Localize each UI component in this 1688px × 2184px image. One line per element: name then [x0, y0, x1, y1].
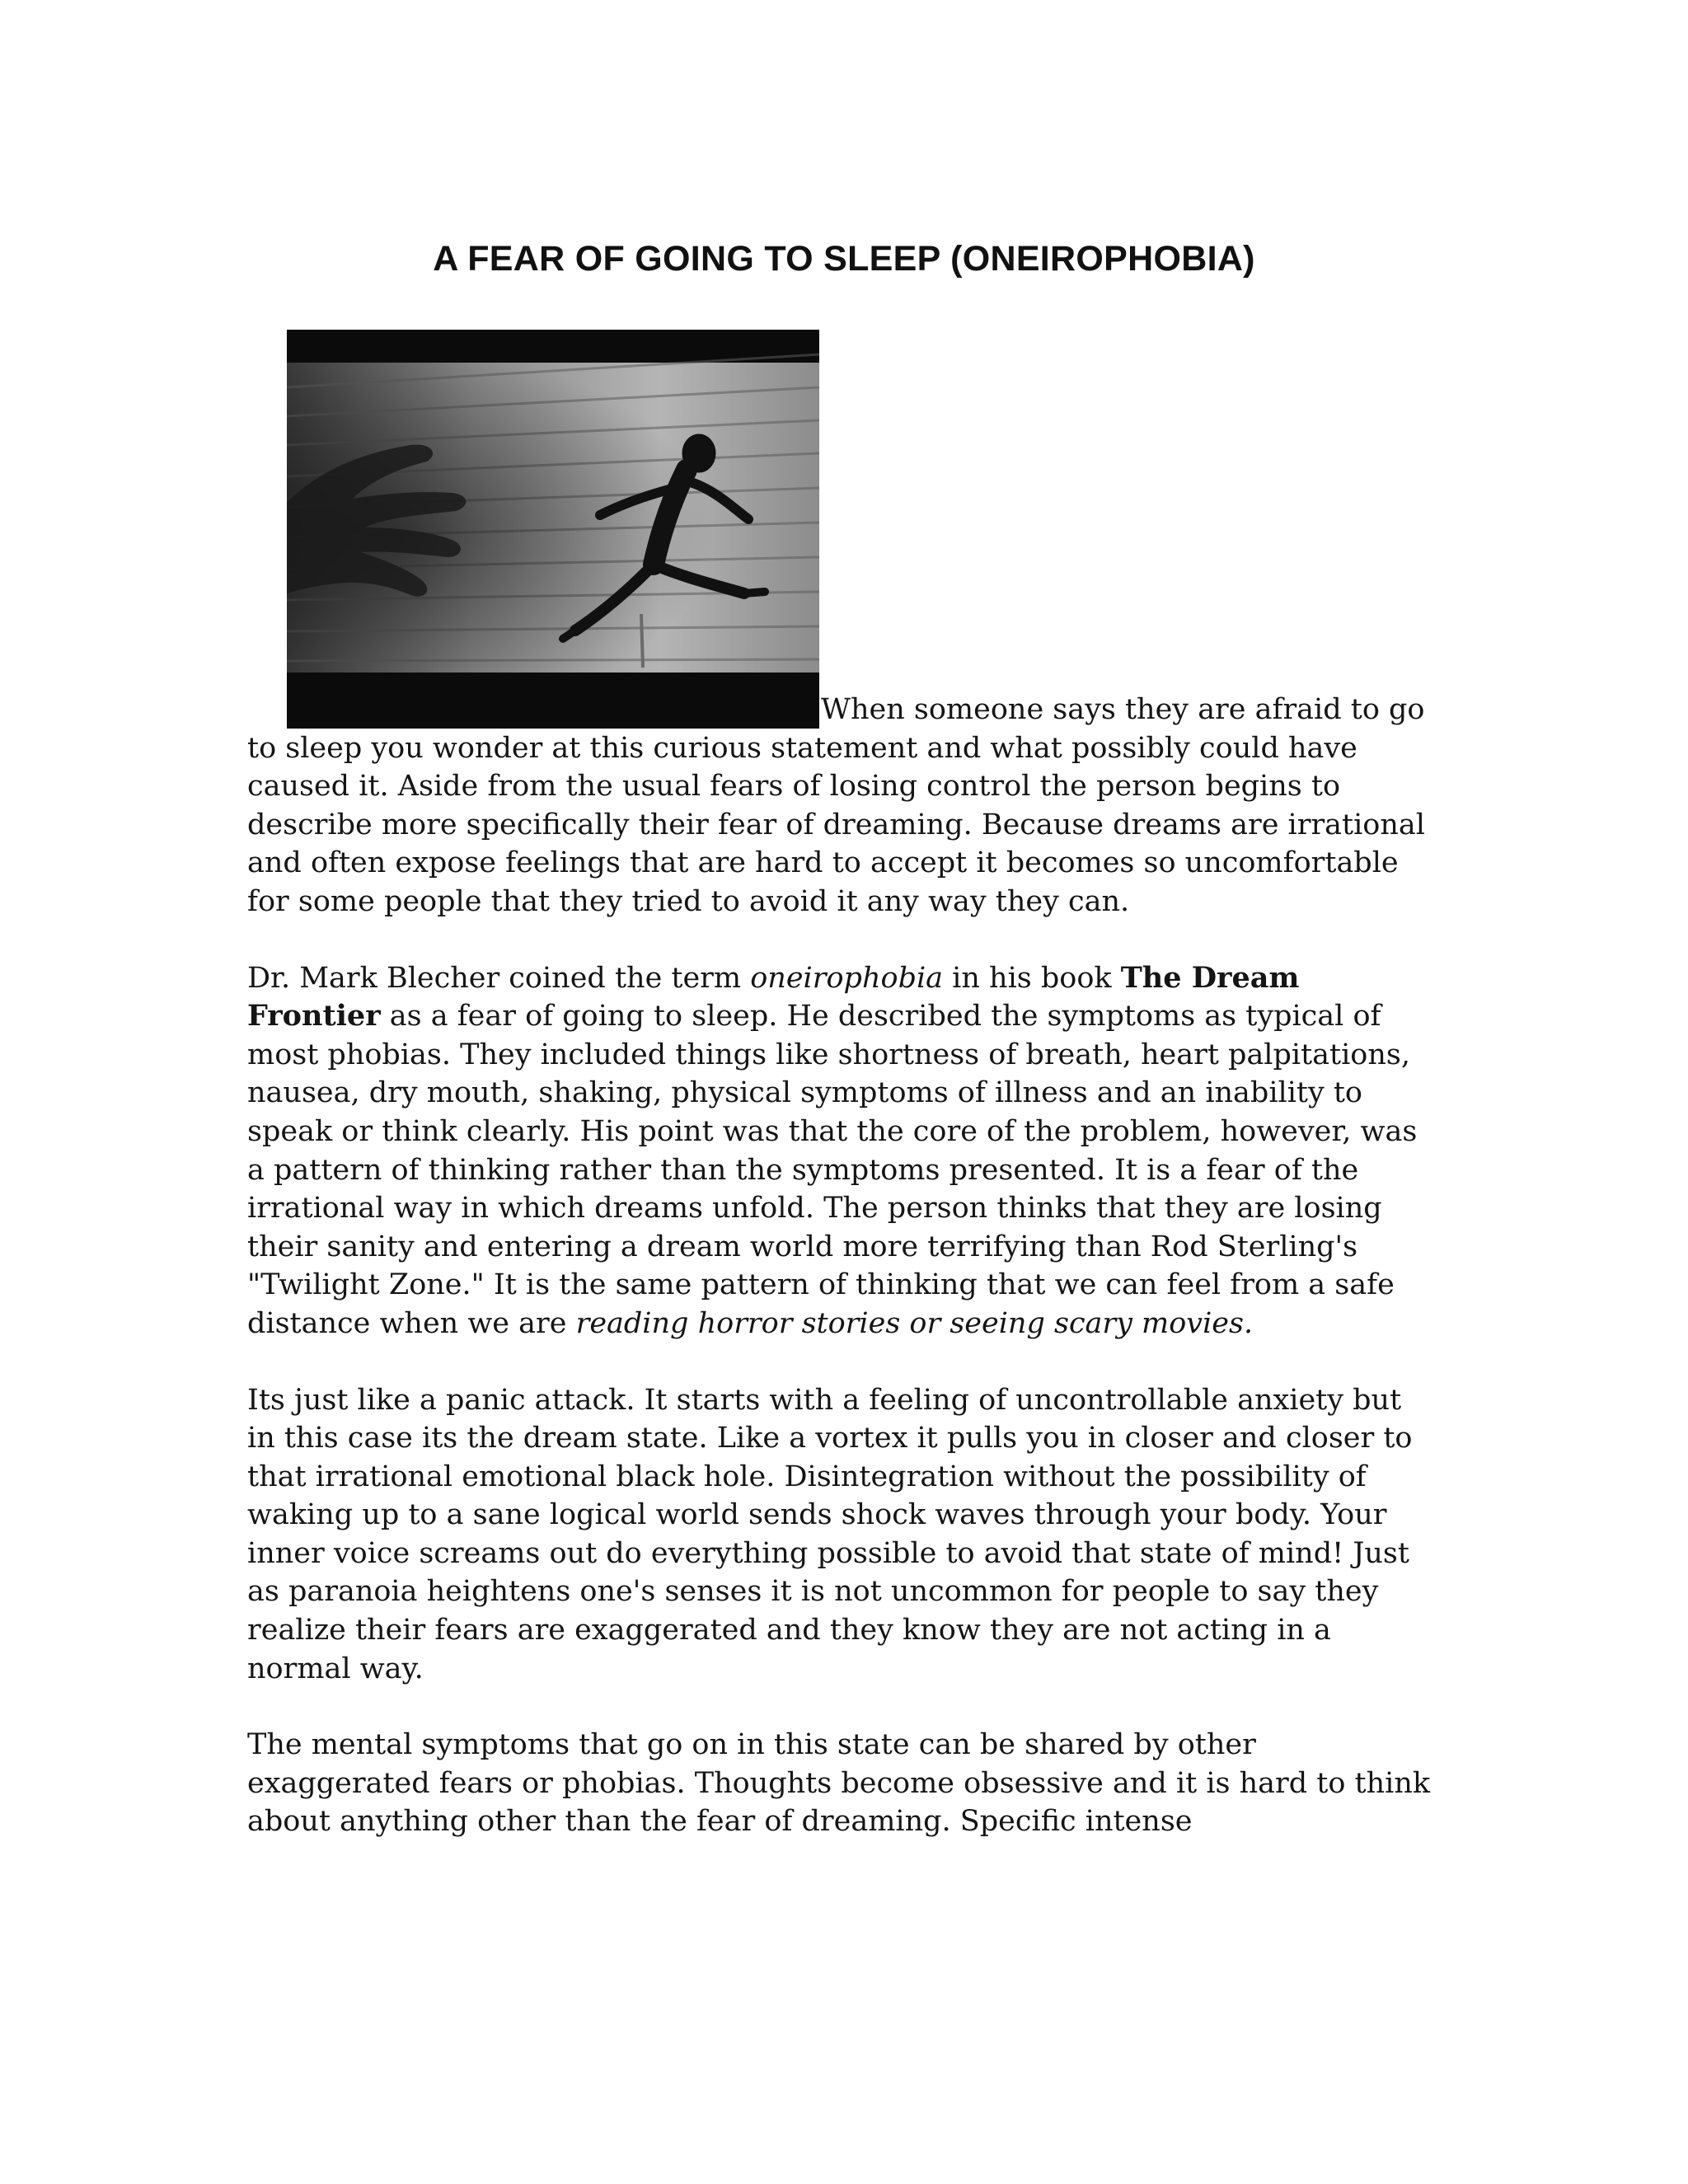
book-title: The Dream Frontier	[247, 960, 1300, 1033]
paragraph-blecher	[247, 959, 1434, 1343]
paragraph-text: in his book	[943, 961, 1121, 995]
paragraph-intro: When someone says they are afraid to go to sleep you wonder at this curious statement and what possibly could have caused it. Aside from the usual fears of losing control the person begins to describe more specifically their fear of dreaming. Because dreams are irrational and often expose feelings that are hard to accept it becomes so uncomfortable for some people that they tried to avoid it any way they can.	[247, 693, 1425, 918]
italic-phrase: reading horror stories or seeing scary movies.	[575, 1306, 1254, 1340]
page-title: A FEAR OF GOING TO SLEEP (ONEIROPHOBIA)	[433, 239, 1255, 279]
paragraph-text: Dr. Mark Blecher coined the term	[247, 961, 751, 995]
paragraph-mental-symptoms: The mental symptoms that go on in this state can be shared by other exaggerated fears or phobias. Thoughts become obsessive and it is hard to think about anything other than the fear of dreaming. Specific intense	[247, 1728, 1431, 1839]
shadow-hand-chasing-figure-icon	[287, 330, 819, 729]
illustration-image	[287, 330, 819, 729]
paragraph-text: as a fear of going to sleep. He described the symptoms as typical of most phobias. They included things like shortness of breath, heart palpitations, nausea, dry mouth, shaking, physical symptoms of illness and an inability to speak or think clearly. His point was that the core of the problem, however, was a pattern of thinking rather than the symptoms presented. It is a fear of the irrational way in which dreams unfold. The person thinks that they are losing their sanity and entering a dream world more terrifying than Rod Sterling's "Twilight Zone." It is the same pattern of thinking that we can feel from a safe distance when we are	[247, 1000, 1418, 1340]
paragraph-panic-attack: Its just like a panic attack. It starts with a feeling of uncontrollable anxiety but in this case its the dream state. Like a vortex it pulls you in closer and closer to that irrational emotional black hole. Disintegration without the possibility of waking up to a sane logical world sends shock waves through your body. Your inner voice screams out do everything possible to avoid that state of mind! Just as paranoia heightens one's senses it is not uncommon for people to say they realize their fears are exaggerated and they know they are not acting in a normal way.	[247, 1383, 1413, 1685]
term-oneirophobia: oneirophobia	[750, 961, 944, 995]
article-body	[247, 691, 1434, 1879]
